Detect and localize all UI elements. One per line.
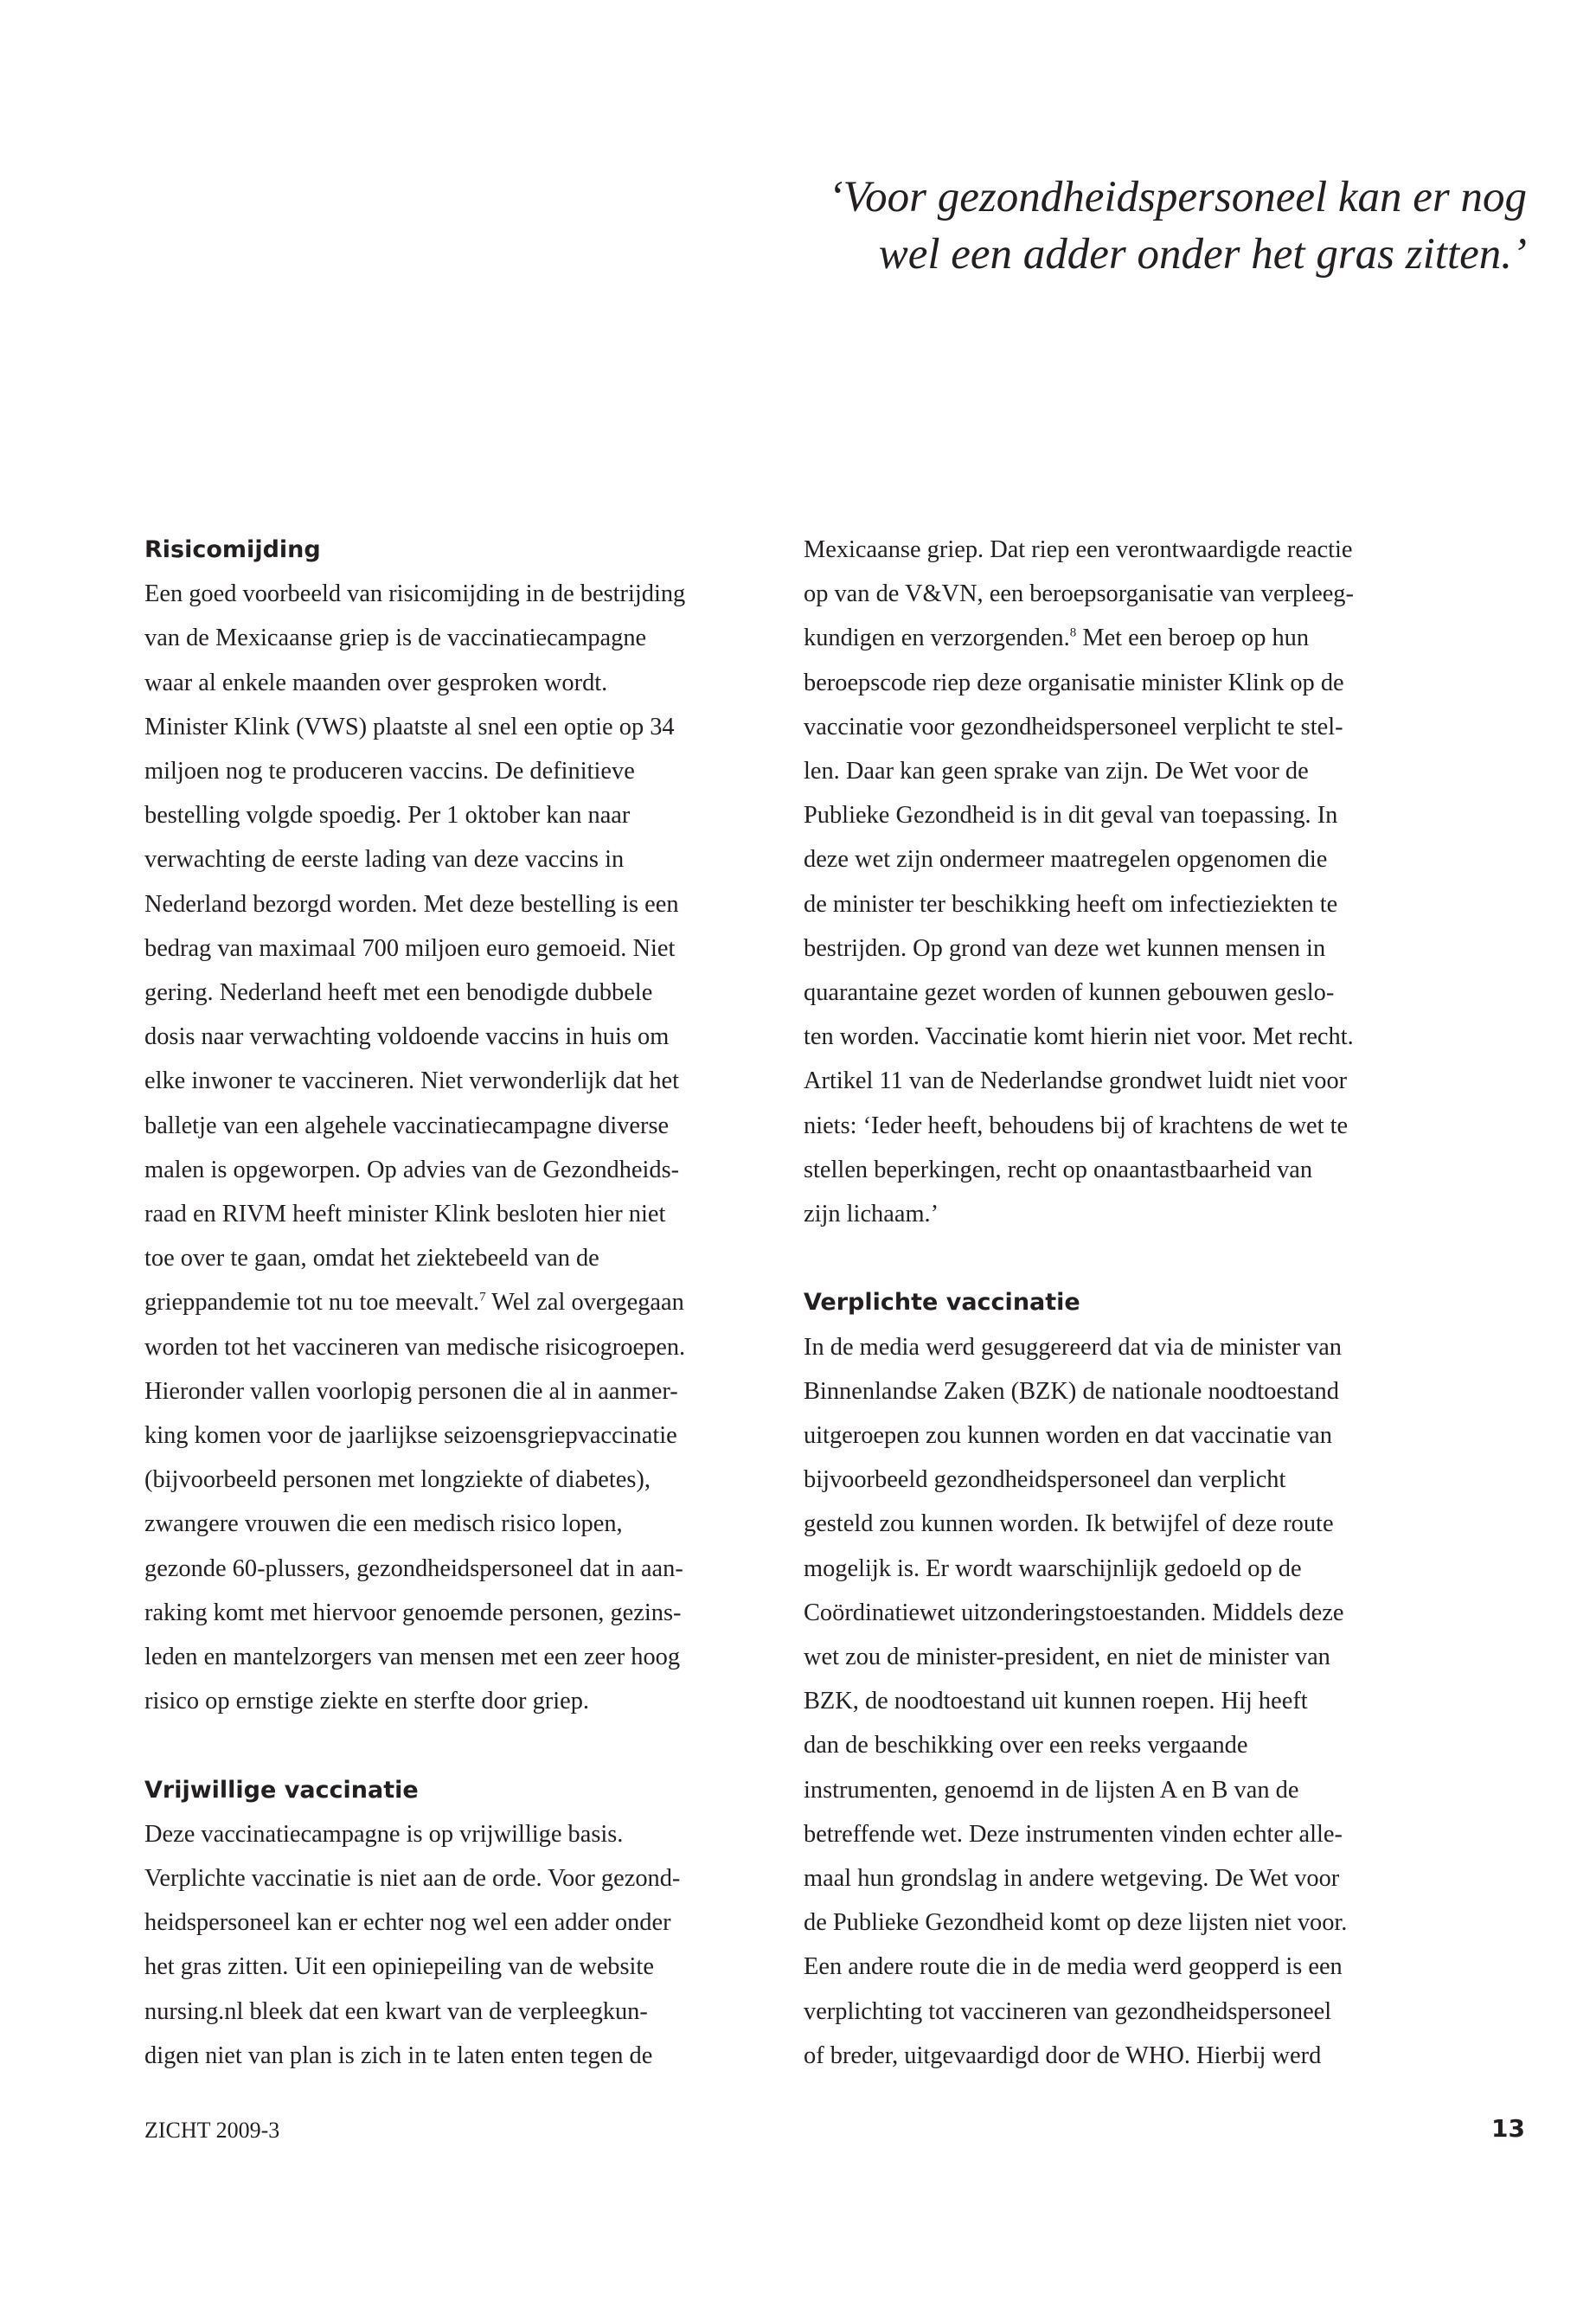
text-line: het gras zitten. Uit een opiniepeiling van de website — [144, 1953, 654, 1981]
text-line: gezonde 60-plussers, gezondheidspersoneel dat in aan- — [144, 1554, 683, 1582]
text-line: Binnenlandse Zaken (BZK) de nationale noodtoestand — [804, 1377, 1339, 1405]
text-line: deze wet zijn ondermeer maatregelen opgenomen die — [804, 846, 1328, 874]
text-line: maal hun grondslag in andere wetgeving. De Wet voor — [804, 1865, 1340, 1893]
text-line: zwangere vrouwen die een medisch risico lopen, — [144, 1510, 623, 1538]
text-line: verplichting tot vaccineren van gezondheidspersoneel — [804, 1997, 1332, 2025]
text-segment: grieppandemie tot nu toe meevalt. — [144, 1289, 480, 1317]
text-line: gesteld zou kunnen worden. Ik betwijfel of deze route — [804, 1510, 1334, 1538]
text-line: op van de V&VN, een beroepsorganisatie van verpleeg- — [804, 580, 1354, 608]
text-segment: Met een beroep op hun — [1076, 625, 1310, 652]
paragraph-verplichte-vaccinatie — [804, 1325, 1426, 2078]
text-line: zijn lichaam.’ — [804, 1201, 939, 1228]
text-line: gering. Nederland heeft met een benodigde dubbele — [144, 979, 653, 1007]
text-line: Hieronder vallen voorlopig personen die al in aanmer- — [144, 1377, 678, 1405]
text-line: miljoen nog te produceren vaccins. De definitieve — [144, 758, 635, 785]
text-line: Een andere route die in de media werd geopperd is een — [804, 1953, 1343, 1981]
text-line: van de Mexicaanse griep is de vaccinatiecampagne — [144, 625, 647, 652]
text-line: Verplichte vaccinatie is niet aan de orde. Voor gezond- — [144, 1865, 681, 1893]
page-number: 13 — [1491, 2114, 1525, 2143]
text-line: Een goed voorbeeld van risicomijding in de bestrijding — [144, 580, 686, 608]
section-heading-verplichte-vaccinatie: Verplichte vaccinatie — [804, 1289, 1080, 1317]
text-segment: kundigen en verzorgenden. — [804, 625, 1070, 652]
text-line: vaccinatie voor gezondheidspersoneel verplicht te stel- — [804, 713, 1343, 740]
text-line: bestelling volgde spoedig. Per 1 oktober kan naar — [144, 802, 631, 830]
text-line: malen is opgeworpen. Op advies van de Gezondheids- — [144, 1156, 680, 1183]
footnote-marker: 8 — [1069, 625, 1077, 640]
paragraph-vrijwillige-vaccinatie — [144, 1812, 767, 2078]
left-column — [144, 528, 767, 2078]
text-line: dan de beschikking over een reeks vergaande — [804, 1732, 1248, 1759]
text-line: digen niet van plan is zich in te laten enten tegen de — [144, 2041, 653, 2069]
text-line: king komen voor de jaarlijkse seizoensgriepvaccinatie — [144, 1422, 677, 1450]
text-line: raad en RIVM heeft minister Klink besloten hier niet — [144, 1201, 666, 1228]
text-line — [144, 1280, 767, 1324]
text-line: ten worden. Vaccinatie komt hierin niet voor. Met recht. — [804, 1023, 1354, 1051]
text-line: bedrag van maximaal 700 miljoen euro gemoeid. Niet — [144, 934, 676, 962]
text-line: elke inwoner te vaccineren. Niet verwonderlijk dat het — [144, 1067, 680, 1095]
pull-quote-line: wel een adder onder het gras zitten.’ — [878, 230, 1527, 279]
text-line: quarantaine gezet worden of kunnen gebouwen geslo- — [804, 979, 1335, 1007]
pull-quote-line: ‘Voor gezondheidspersoneel kan er nog — [828, 173, 1527, 221]
text-line: betreffende wet. Deze instrumenten vinden echter alle- — [804, 1820, 1343, 1848]
publication-footer: ZICHT 2009-3 — [144, 2118, 280, 2143]
text-line: risico op ernstige ziekte en sterfte door griep. — [144, 1688, 589, 1715]
text-line: beroepscode riep deze organisatie minister Klink op de — [804, 669, 1344, 696]
text-line: raking komt met hiervoor genoemde personen, gezins- — [144, 1599, 682, 1626]
text-line: bestrijden. Op grond van deze wet kunnen mensen in — [804, 934, 1326, 962]
right-column — [804, 528, 1426, 2078]
text-line: (bijvoorbeeld personen met longziekte of diabetes), — [144, 1466, 651, 1494]
text-line: Minister Klink (VWS) plaatste al snel een optie op 34 — [144, 713, 675, 740]
text-line: toe over te gaan, omdat het ziektebeeld van de — [144, 1245, 599, 1272]
text-line: heidspersoneel kan er echter nog wel een adder onder — [144, 1909, 671, 1937]
section-heading-risicomijding: Risicomijding — [144, 536, 321, 563]
text-line: instrumenten, genoemd in de lijsten A en B van de — [804, 1776, 1299, 1804]
text-line: verwachting de eerste lading van deze vaccins in — [144, 846, 625, 874]
text-segment: Wel zal overgegaan — [485, 1289, 684, 1317]
paragraph-risicomijding — [144, 572, 767, 1723]
text-line: dosis naar verwachting voldoende vaccins in huis om — [144, 1023, 670, 1051]
text-line: mogelijk is. Er wordt waarschijnlijk gedoeld op de — [804, 1554, 1302, 1582]
text-line: de minister ter beschikking heeft om infectieziekten te — [804, 890, 1338, 918]
text-line: waar al enkele maanden over gesproken wordt. — [144, 669, 608, 696]
text-line: niets: ‘Ieder heeft, behoudens bij of krachtens de wet te — [804, 1112, 1349, 1139]
paragraph-continuation — [804, 528, 1426, 1236]
pull-quote — [662, 169, 1527, 283]
text-line: Coördinatiewet uitzonderingstoestanden. Middels deze — [804, 1599, 1344, 1626]
text-line: Publieke Gezondheid is in dit geval van toepassing. In — [804, 802, 1338, 830]
paragraph-gap — [144, 1723, 767, 1767]
text-line: worden tot het vaccineren van medische risicogroepen. — [144, 1333, 686, 1361]
paragraph-gap — [804, 1236, 1426, 1280]
text-line — [804, 616, 1426, 660]
text-line: nursing.nl bleek dat een kwart van de verpleegkun- — [144, 1997, 648, 2025]
text-line: uitgeroepen zou kunnen worden en dat vaccinatie van — [804, 1422, 1332, 1450]
text-line: Mexicaanse griep. Dat riep een verontwaardigde reactie — [804, 536, 1353, 563]
text-line: of breder, uitgevaardigd door de WHO. Hierbij werd — [804, 2041, 1322, 2069]
text-line: len. Daar kan geen sprake van zijn. De Wet voor de — [804, 758, 1309, 785]
footnote-marker: 7 — [479, 1290, 486, 1304]
text-line: bijvoorbeeld gezondheidspersoneel dan verplicht — [804, 1466, 1286, 1494]
text-line: Artikel 11 van de Nederlandse grondwet luidt niet voor — [804, 1067, 1348, 1095]
text-line: stellen beperkingen, recht op onaantastbaarheid van — [804, 1156, 1313, 1183]
text-line: In de media werd gesuggereerd dat via de minister van — [804, 1333, 1342, 1361]
text-line: Nederland bezorgd worden. Met deze bestelling is een — [144, 890, 679, 918]
text-line: balletje van een algehele vaccinatiecampagne diverse — [144, 1112, 670, 1139]
text-line: Deze vaccinatiecampagne is op vrijwillige basis. — [144, 1820, 624, 1848]
text-line: leden en mantelzorgers van mensen met een zeer hoog — [144, 1644, 681, 1671]
text-line: BZK, de noodtoestand uit kunnen roepen. Hij heeft — [804, 1688, 1308, 1715]
text-line: wet zou de minister-president, en niet de minister van — [804, 1644, 1330, 1671]
section-heading-vrijwillige-vaccinatie: Vrijwillige vaccinatie — [144, 1776, 419, 1804]
text-line: de Publieke Gezondheid komt op deze lijsten niet voor. — [804, 1909, 1348, 1937]
